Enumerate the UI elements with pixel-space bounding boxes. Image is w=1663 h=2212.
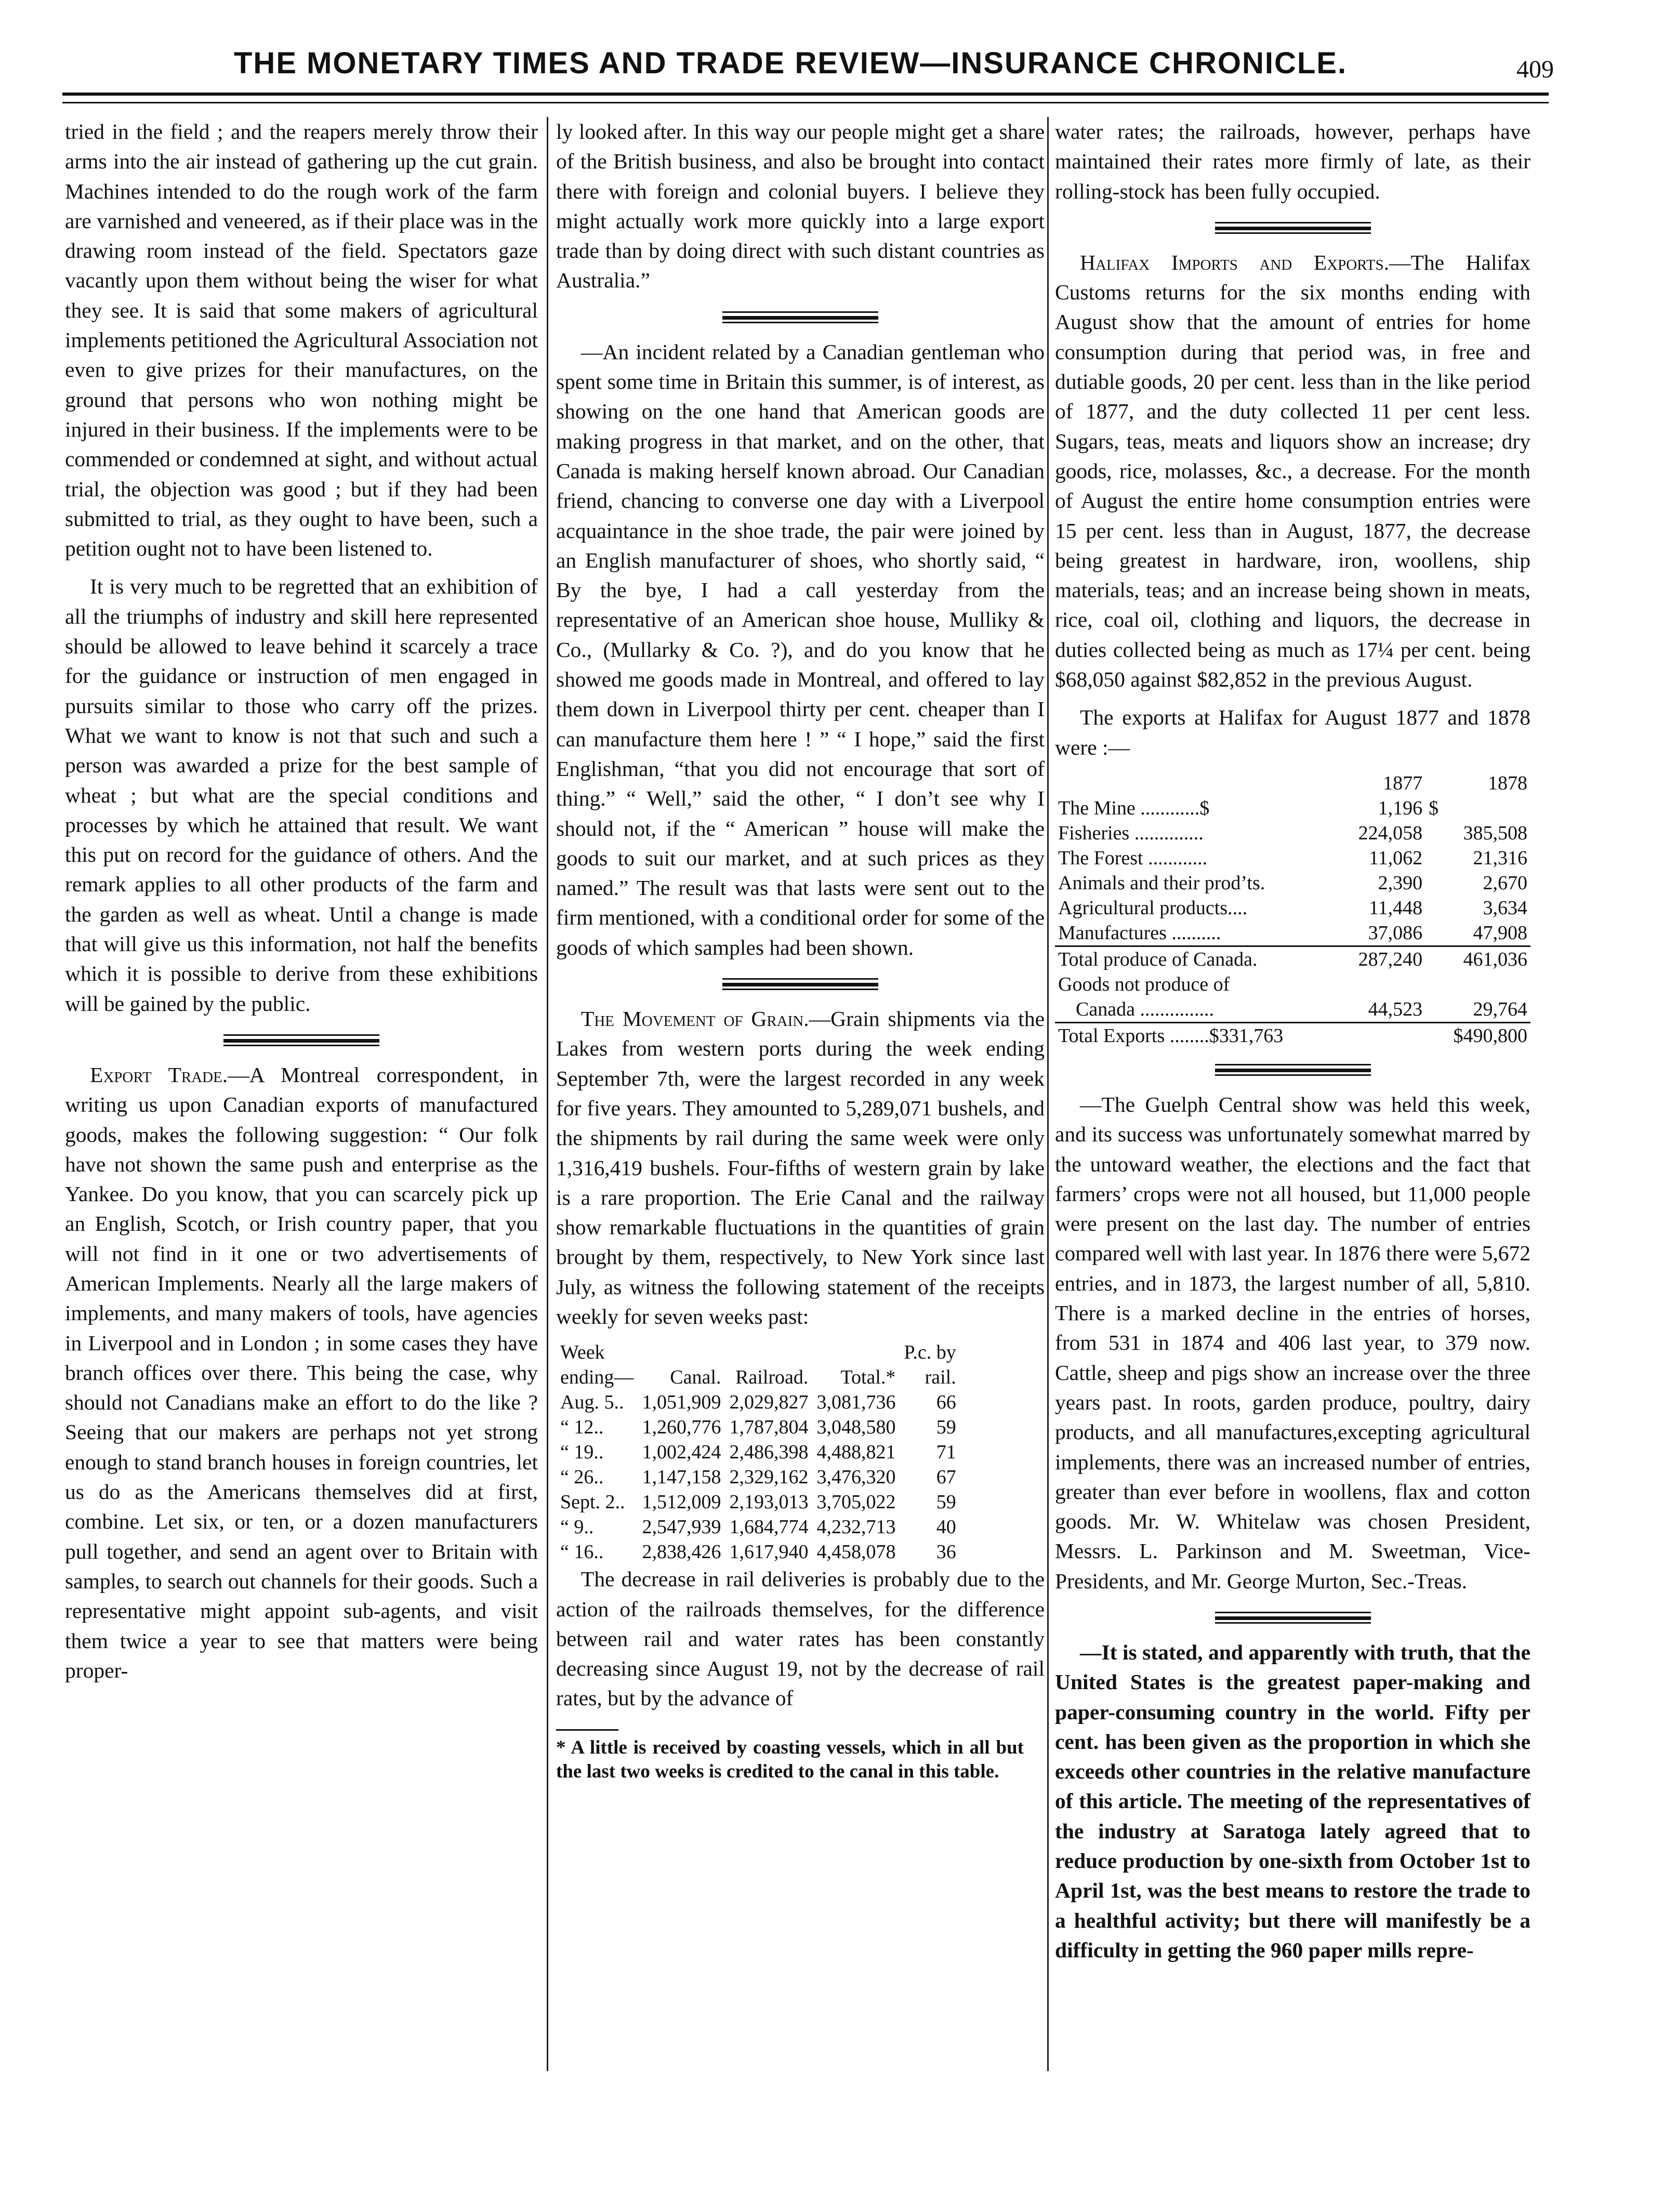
table-row [1055,846,1530,871]
table-cell: 4,488,821 [816,1441,896,1464]
table-cell: 1,512,009 [642,1491,721,1513]
table-cell: 1,787,804 [729,1416,809,1439]
table-cell: 2,670 [1483,872,1527,894]
table-cell: 461,036 [1426,946,1530,972]
page-header [57,41,1554,93]
section-separator [1055,1059,1530,1079]
article-body: —The Halifax Customs returns for the six months ending with August show that the amount of entries for home consumption during that period was, in free and dutiable goods, 20 per cent. less than in the like period of 1877, and the duty collected 11 per cent less. Sugars, teas, meats and liquors show an increase; dry goods, rice, molasses, &c., a decrease. For the month of August the entire home consumption entries were 15 per cent. less than in August, 1877, the decrease being greatest in hardware, iron, woollens, ship materials, teas; and an increase being shown in meats, rice, coal oil, clothing and liquors, the decrease in duties collected being as much as 17¼ per cent. being $68,050 against $82,852 in the previous August. [1055,250,1530,692]
section-separator [556,306,1045,327]
column-divider-1 [547,117,548,2071]
table-cell: Total Exports ........$331,763 [1055,1022,1426,1048]
footnote [556,1729,1024,1784]
footnote-text: * A little is received by coasting vessels, which in all but the last two weeks is credited to the canal in this table. [556,1736,1024,1782]
table-cell: Goods not produce of [1058,973,1230,995]
table-cell: 2,486,398 [729,1441,809,1464]
paragraph: The exports at Halifax for August 1877 and 1878 were :— [1055,705,1530,759]
table-row [1055,997,1530,1023]
column-divider-2 [1047,117,1049,2071]
table-cell: Total produce of Canada. [1055,946,1334,972]
table-row [1055,821,1530,846]
table-cell: 1,617,940 [729,1541,809,1563]
paragraph: —An incident related by a Canadian gentleman who spent some time in Britain this summer, is of interest, as showing on the one hand that American goods are making progress in that market, and on the other, that Canada is making herself known abroad. Our Canadian friend, chancing to converse one day with a Liverpool acquaintance in the shoe trade, the pair were joined by an English manufacturer of shoes, who shortly said, “ By the bye, I had a call yesterday from the representative of an American shoe house, Mulliky & Co., (Mullarky & Co. ?), and do you know that he showed me goods made in Montreal, and offered to lay them down in Liverpool thirty per cent. cheaper than I can manufacture them here ! ” “ I hope,” said the first Englishman, “that you did not encourage that sort of thing.” “ Well,” said the other, “ I don’t see why I should not, if the “ American ” house will make the goods to suit our market, and at such prices as they named.” The result was that lasts were sent out to the firm mentioned, with a conditional order for some of the goods of which samples had been shown. [556,339,1045,959]
table-cell: 4,458,078 [816,1541,896,1563]
paragraph: —It is stated, and apparently with truth, that the United States is the greatest paper-making and paper-consuming country in the world. Fifty per cent. has been given as the proportion in which she exceeds other countries in the relative manufacture of this article. The meeting of the representatives of the industry at Saratoga lately agreed that to reduce production by one-sixth from October 1st to April 1st, was the best means to restore the trade to a healthful activity; but there will manifestly be a difficulty in getting the 960 paper mills repre- [1055,1640,1530,1962]
header-rule-thick [62,93,1549,96]
section-separator [1055,1607,1530,1627]
article-heading: Export Trade. [90,1062,228,1087]
paragraph: The decrease in rail deliveries is probably due to the action of the railroads themselves, for the difference between rail and water rates has been constantly decreasing since August 19, not by the decrease of rail rates, but by the advance of [556,1567,1045,1710]
table-cell: 66 [936,1391,956,1414]
article-heading: Halifax Imports and Exports. [1080,250,1389,274]
table-header-cell: 1878 [1488,772,1527,794]
table-cell: 36 [936,1541,956,1563]
table-row [1055,920,1530,946]
table-cell: 11,062 [1369,847,1423,869]
table-cell: 2,193,013 [729,1491,809,1513]
table-cell: 21,316 [1473,847,1527,869]
table-cell: 47,908 [1473,921,1527,944]
table-cell: 71 [936,1441,956,1464]
table-cell: 3,048,580 [816,1416,896,1439]
table-cell: “ 12.. [560,1416,604,1439]
table-header-cell [725,1340,812,1365]
table-row [556,1490,960,1515]
table-cell: Canada ............... [1076,998,1214,1020]
table-header-cell: rail. [925,1366,956,1389]
table-cell: $490,800 [1426,1022,1530,1048]
table-cell: “ 16.. [560,1541,604,1563]
table-row [556,1415,960,1440]
table-header-cell [812,1340,900,1365]
article-body: —Grain shipments via the Lakes from western ports during the week ending September 7th, were the largest recorded in any week for five years. They amounted to 5,289,071 bushels, and the shipments by rail during the same week were only 1,316,419 bushels. Four-fifths of western grain by lake is a rare proportion. The Erie Canal and the railway show remarkable fluctuations in the quantities of grain brought by them, respectively, to New York since last July, as witness the following statement of the receipts weekly for seven weeks past: [556,1007,1045,1328]
paragraph: —The Guelph Central show was held this week, and its success was unfortunately somewhat marred by the untoward weather, the elections and the fact that farmers’ crops were not all housed, but 11,000 people were present on the last day. The number of entries compared well with last year. In 1876 there were 5,672 entries, and in 1873, the largest number of all, 5,810. There is a marked decline in the entries of horses, from 531 in 1874 and 406 last year, to 379 now. Cattle, sheep and pigs show an increase over the three years past. In roots, garden produce, poultry, dairy products, and all manufactures,excepting agricultural implements, there was an increased number of entries, greater than ever before in woollens, flax and cotton goods. Mr. W. Whitelaw was chosen President, Messrs. L. Parkinson and M. Sweetman, Vice-Presidents, and Mr. George Murton, Sec.-Treas. [1055,1092,1530,1593]
table-cell: 29,764 [1473,998,1527,1020]
table-cell: 2,547,939 [642,1516,721,1538]
section-separator [556,973,1045,994]
table-row [1055,871,1530,896]
table-cell: 385,508 [1463,822,1527,844]
table-row [1055,972,1530,997]
page-number: 409 [1516,56,1554,83]
table-header-row [556,1365,960,1390]
grain-receipts-table [556,1340,960,1564]
table-cell: 44,523 [1368,998,1423,1020]
table-header-cell: Railroad. [735,1366,809,1389]
table-cell: 3,476,320 [816,1466,896,1489]
table-cell: Agricultural products.... [1058,897,1248,919]
article-movement-of-grain [556,1004,1045,1332]
table-row [1055,796,1530,821]
article-heading: The Movement of Grain. [581,1007,809,1031]
table-cell: 1,196 [1378,797,1423,819]
column-3 [1055,117,1530,1973]
article-halifax [1055,248,1530,694]
column-2 [556,117,1045,1784]
table-cell: $ [1429,797,1439,819]
table-row-total-canada [1055,946,1530,972]
table-cell: 2,329,162 [729,1466,809,1489]
table-header-cell: Canal. [670,1366,721,1389]
table-cell: Fisheries .............. [1058,822,1204,844]
section-separator [1055,217,1530,238]
table-header-cell: 1877 [1383,772,1423,794]
table-cell: The Forest ............ [1058,847,1208,869]
table-header-cell: Total.* [840,1366,896,1389]
table-cell: 1,147,158 [642,1466,721,1489]
table-cell: Aug. 5.. [560,1391,624,1414]
section-separator [65,1029,538,1050]
table-header-cell: Week [560,1341,605,1364]
table-cell: 1,684,774 [729,1516,809,1538]
table-cell: The Mine ............$ [1058,797,1210,819]
table-row [556,1390,960,1415]
table-row [556,1440,960,1465]
table-header-cell: P.c. by [904,1341,956,1364]
table-row [556,1465,960,1490]
table-cell: Manufactures .......... [1058,921,1221,944]
table-cell: 1,051,909 [642,1391,721,1414]
table-header-row [556,1340,960,1365]
table-cell: 2,029,827 [729,1391,809,1414]
table-cell: 11,448 [1369,897,1423,919]
table-cell: 59 [936,1416,956,1439]
paragraph: ly looked after. In this way our people might get a share of the British business, and also be brought into contact there with foreign and colonial buyers. I believe they might actually work more quickly into a large export trade than by doing direct with such distant countries as Australia.” [556,120,1045,293]
table-cell: 67 [936,1466,956,1489]
table-cell: 3,705,022 [816,1491,896,1513]
table-cell: 59 [936,1491,956,1513]
table-cell: 224,058 [1358,822,1423,844]
table-header-cell [638,1340,725,1365]
table-cell: Animals and their prod’ts. [1058,872,1265,894]
table-cell: “ 9.. [560,1516,594,1538]
table-cell: 1,260,776 [642,1416,721,1439]
table-row [556,1515,960,1539]
table-cell: 40 [936,1516,956,1538]
halifax-exports-table [1055,771,1530,1048]
article-export-trade [65,1060,538,1686]
table-row [556,1539,960,1564]
table-cell: “ 26.. [560,1466,604,1489]
table-cell: 3,634 [1483,897,1527,919]
paragraph: It is very much to be regretted that an exhibition of all the triumphs of industry and skill here represented should be allowed to leave behind it scarcely a trace for the guidance or instruction of men engaged in pursuits similar to those who carry off the prizes. What we want to know is not that such and such a person was awarded a prize for the best sample of wheat ; but what are the special conditions and processes by which he attained that result. We want this put on record for the guidance of others. And the remark applies to all other products of the farm and the garden as well as wheat. Until a change is made that will give us this information, not half the benefits which it is possible to derive from these exhibitions will be gained by the public. [65,574,538,1016]
table-header-row [1055,771,1530,796]
paragraph: tried in the field ; and the reapers merely throw their arms into the air instead of gathering up the cut grain. Machines intended to do the rough work of the farm are varnished and veneered, as if their place was in the drawing room instead of the field. Spectators gaze vacantly upon them without being the wiser for what they see. It is said that some makers of agricultural implements petitioned the Agricultural Association not even to give prizes for their manufactures, on the ground that persons who won nothing might be injured in their business. If the implements were to be commended or condemned at sight, and without actual trial, the objection was good ; but if they had been submitted to trial, as they ought to have been, such a petition ought not to have been listened to. [65,120,538,561]
table-row-total-exports [1055,1022,1530,1048]
table-cell: Sept. 2.. [560,1491,625,1513]
table-cell: 3,081,736 [816,1391,896,1414]
header-rule-thin [62,102,1549,103]
column-1 [65,117,538,1694]
table-cell: 2,838,426 [642,1541,721,1563]
table-header-cell: ending— [560,1366,634,1389]
table-cell: 2,390 [1378,872,1423,894]
table-cell: 287,240 [1334,946,1426,972]
running-title: THE MONETARY TIMES AND TRADE REVIEW—INSURANCE CHRONICLE. [234,46,1348,80]
table-row [1055,896,1530,920]
table-cell: 4,232,713 [816,1516,896,1538]
article-body: —A Montreal correspondent, in writing us upon Canadian exports of manufactured goods, makes the following suggestion: “ Our folk have not shown the same push and enterprise as the Yankee. Do you know, that you can scarcely pick up an English, Scotch, or Irish country paper, that you will not find in it one or two advertisements of American Implements. Nearly all the large makers of implements, and many makers of tools, have agencies in Liverpool and in London ; in some cases they have branch offices over there. This being the case, why should not Canadians make an effort to do the like ? Seeing that our makers are perhaps not yet strong enough to stand branch houses in foreign countries, let us do as the Americans themselves did at first, combine. Let six, or ten, or a dozen manufacturers pull together, and send an agent over to Britain with samples, to search out channels for their goods. Such a representative might appoint sub-agents, and visit them twice a year to see that matters were being proper- [65,1062,538,1682]
table-cell: “ 19.. [560,1441,604,1464]
table-cell: 37,086 [1368,921,1423,944]
paragraph: water rates; the railroads, however, perhaps have maintained their rates more firmly of late, as their rolling-stock has been fully occupied. [1055,120,1530,203]
table-cell: 1,002,424 [642,1441,721,1464]
